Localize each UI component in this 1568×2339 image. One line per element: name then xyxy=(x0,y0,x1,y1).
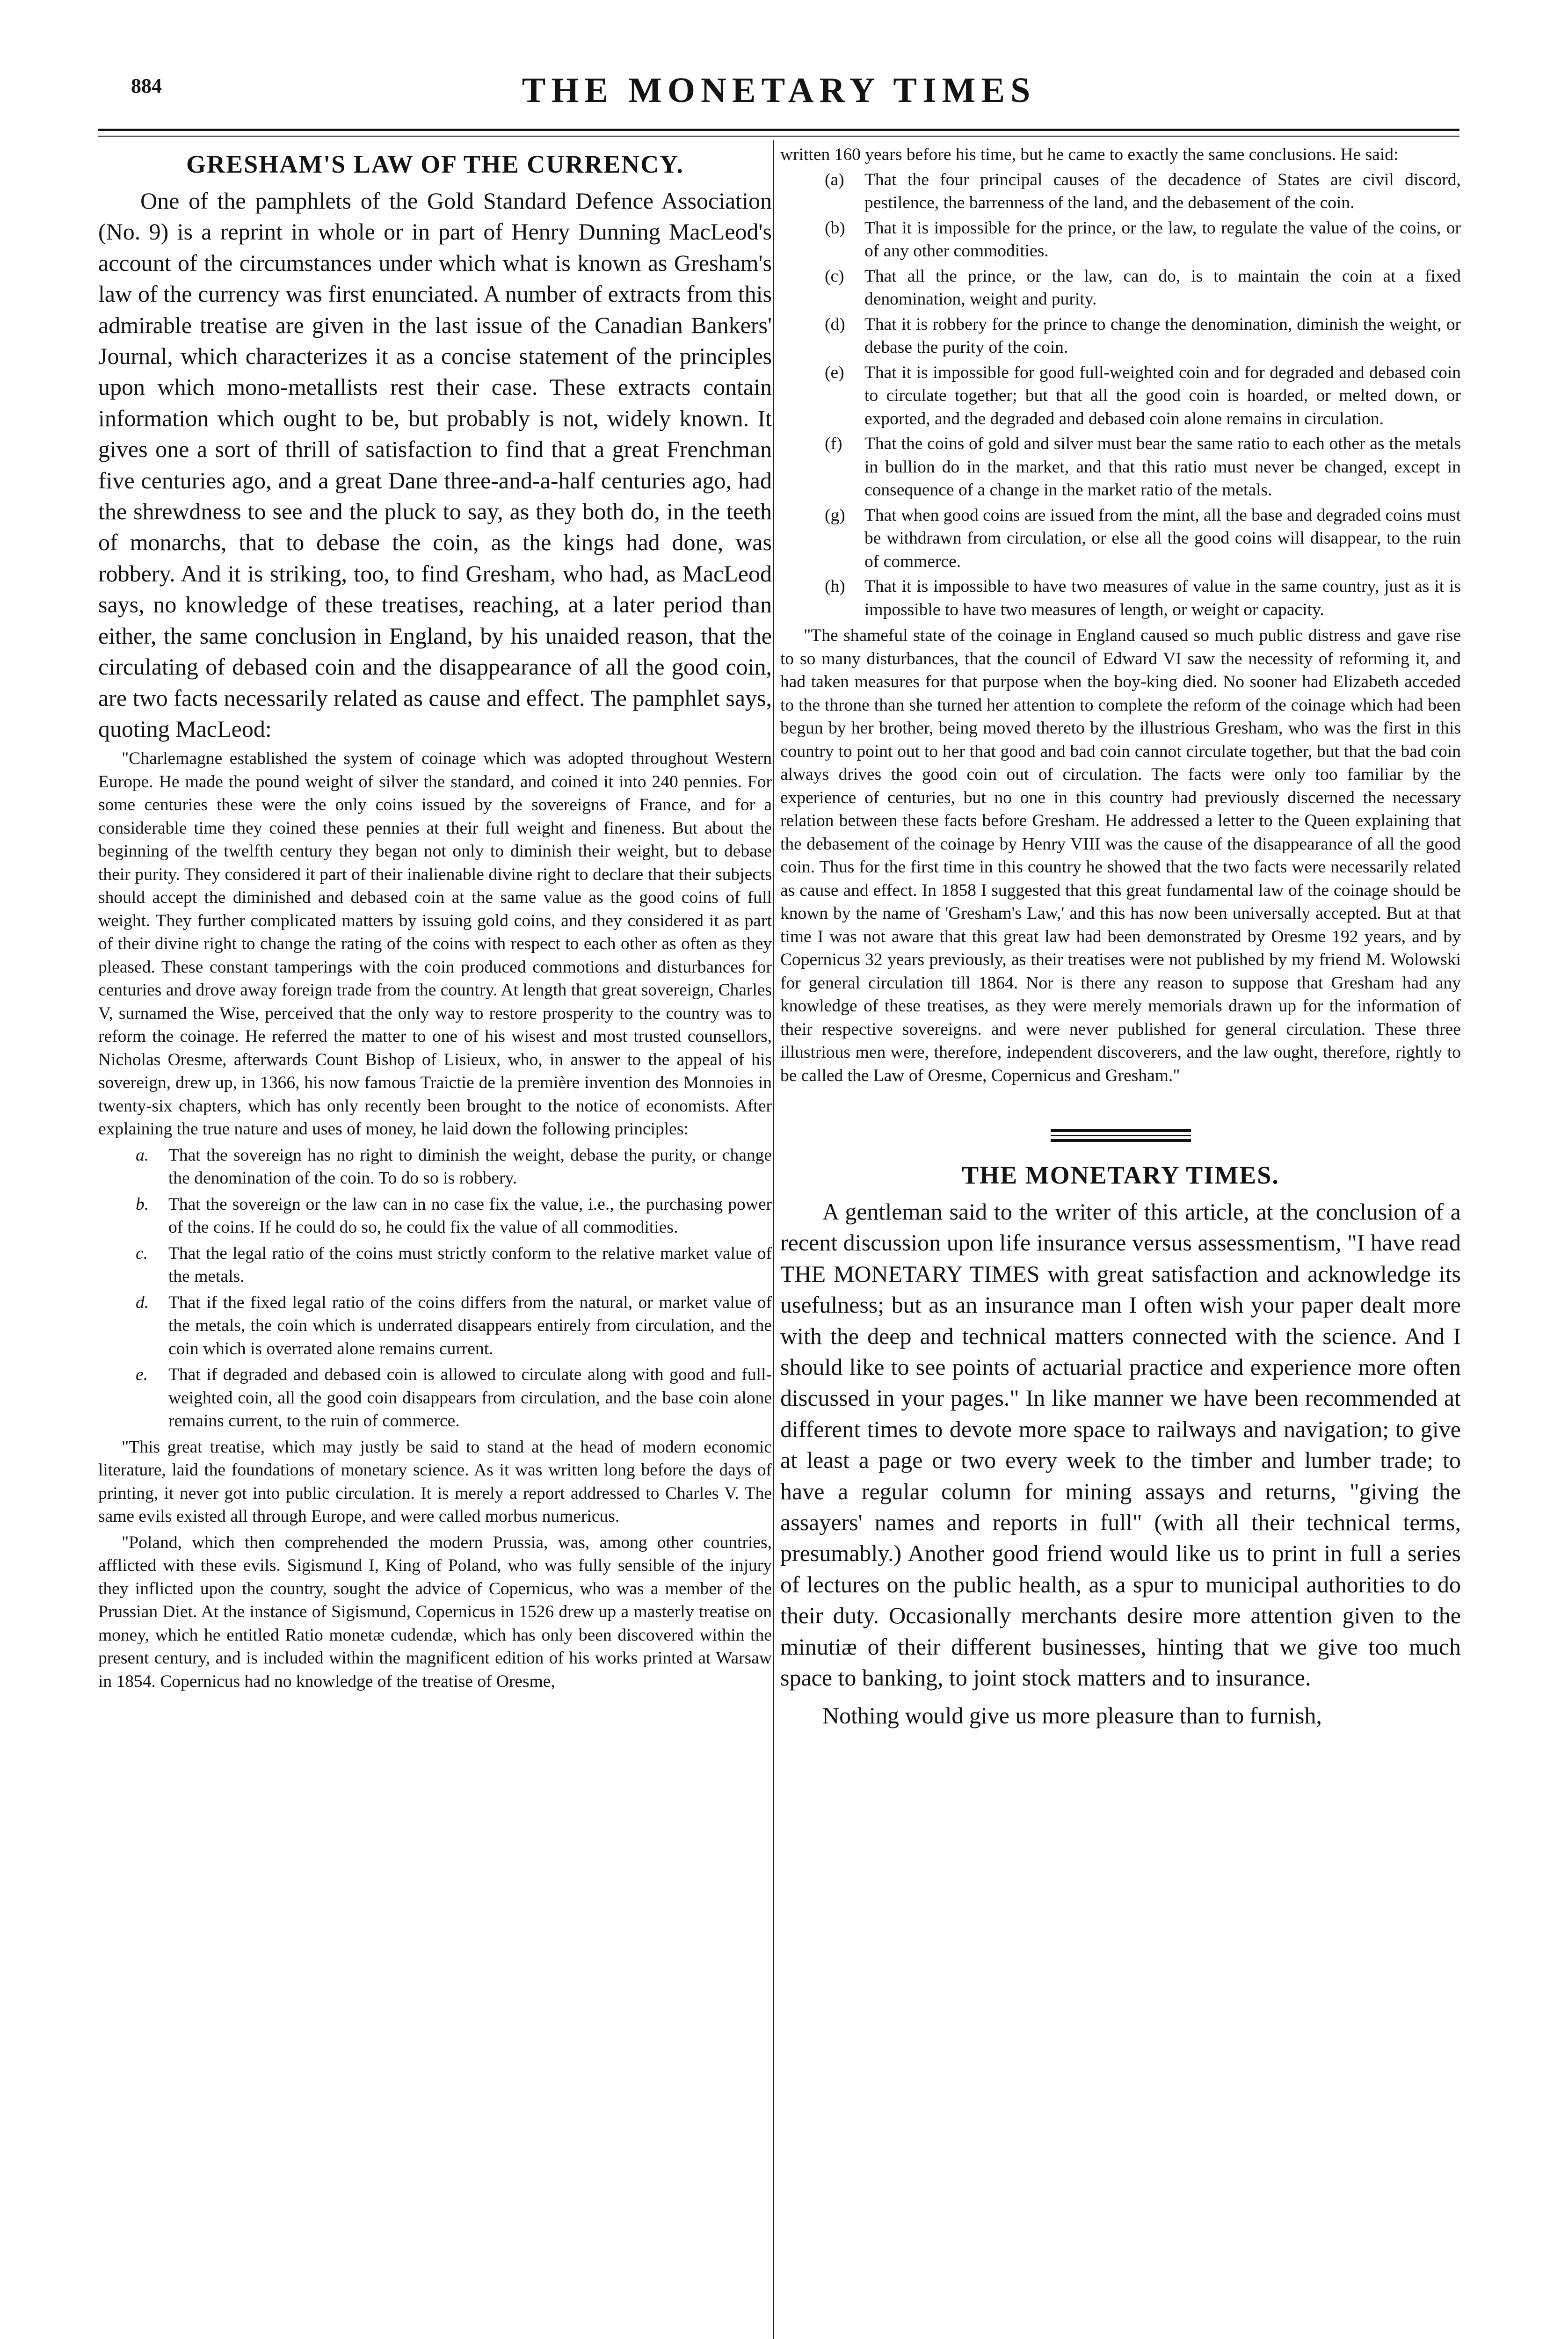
article-title: THE MONETARY TIMES. xyxy=(962,1161,1279,1189)
page-number: 884 xyxy=(131,74,162,97)
body-paragraph: A gentleman said to the writer of this article, at the conclusion of a recent discussion upon life insurance versus assessmentism, "I have read THE MONETARY TIMES with great satisfaction and acknowledge its usefulness; but as an insurance man I often wish your paper dealt more with the deep and technical matters connected with the science. And I should like to see points of actuarial practice and experience more often discussed in your pages." In like manner we have been recommended at different times to devote more space to railways and navigation; to give at least a page or two every week to the timber and lumber trade; to have a regular column for mining assays and returns, "giving the assayers' names and reports in full" (with all their technical terms, presumably.) Another good friend would like us to print in full a series of lectures on the public health, as a spur to municipal authorities to do their duty. Occasionally merchants desire more attention given to the minutiæ of their different businesses, hinting that we give too much space to banking, to joint stock matters and to insurance. xyxy=(780,1199,1461,1691)
list-item xyxy=(98,1291,772,1361)
list-marker: (c) xyxy=(825,266,844,286)
list-item-text: That it is impossible for good full-weighted coin and for degraded and debased coin to circulate together; but that all the good coin is hoarded, or melted down, or exported, and the degraded and debased coin alone remains in circulation. xyxy=(864,363,1461,429)
section-divider xyxy=(1051,1129,1191,1142)
list-item xyxy=(780,504,1461,574)
quote-paragraph: "This great treatise, which may justly be said to stand at the head of modern economic literature, laid the foundations of monetary science. As it was written long before the days of printing, it never got into public circulation. It is merely a report addressed to Charles V. The same evils existed all through Europe, and were called morbus numericus. xyxy=(98,1437,772,1526)
article-title: GRESHAM'S LAW OF THE CURRENCY. xyxy=(186,150,684,178)
continuation-paragraph: written 160 years before his time, but he came to exactly the same conclusions. He said: xyxy=(780,145,1399,164)
list-item-text: That it is robbery for the prince to change the denomination, diminish the weight, or debase the purity of the coin. xyxy=(864,314,1461,357)
quote-paragraph: "Charlemagne established the system of coinage which was adopted throughout Western Europe. He made the pound weight of silver the standard, and coined it into 240 pennies. For some centuries these were the only coins issued by the sovereigns of France, and for a considerable time they coined these pennies at their full weight and fineness. But about the beginning of the twelfth century they began not only to diminish their weight, but to debase their purity. They considered it part of their inalienable divine right to declare that their subjects should accept the diminished and debased coin at the same value as the good coins of full weight. They further complicated matters by issuing gold coins, and they considered it as part of their divine right to change the rating of the coins with respect to each other as often as they pleased. These constant tamperings with the coin produced commotions and disturbances for centuries and drove away foreign trade from the country. At length that great sovereign, Charles V, surnamed the Wise, perceived that the only way to restore prosperity to the country was to reform the coinage. He referred the matter to one of his wisest and most trusted counsellors, Nicholas Oresme, afterwards Count Bishop of Lisieux, who, in answer to the appeal of his sovereign, drew up, in 1366, his now famous Traictie de la première invention des Monnoies in twenty-six chapters, which has only recently been brought to the notice of economists. After explaining the true nature and uses of money, he laid down the following principles: xyxy=(98,749,772,1139)
body-paragraph: Nothing would give us more pleasure than to furnish, xyxy=(822,1702,1322,1729)
list-marker: (e) xyxy=(825,363,844,382)
intro-paragraph: One of the pamphlets of the Gold Standard Defence Association (No. 9) is a reprint in whole or in part of Henry Dunning MacLeod's account of the circumstances under which what is known as Gresham's law of the currency was first enunciated. A number of extracts from this admirable treatise are given in the last issue of the Canadian Bankers' Journal, which characterizes it as a concise statement of the principles upon which mono-metallists rest their case. These extracts contain information which ought to be, but probably is not, widely known. It gives one a sort of thrill of satisfaction to find that a great Frenchman five centuries ago, and a great Dane three-and-a-half centuries ago, had the shrewdness to see and the pluck to say, as they both do, in the teeth of monarchs, that to debase the coin, as the kings had done, was robbery. And it is striking, too, to find Gresham, who had, as MacLeod says, no knowledge of these treatises, reaching, at a later period than either, the same conclusion in England, by his unaided reason, that the circulating of debased coin and the disappearance of all the good coin, are two facts necessarily related as cause and effect. The pamphlet says, quoting MacLeod: xyxy=(98,188,772,742)
list-item xyxy=(780,168,1461,215)
list-marker: (g) xyxy=(825,505,845,525)
list-item xyxy=(780,575,1461,621)
list-marker: (d) xyxy=(825,314,845,334)
list-marker: (b) xyxy=(825,218,845,238)
list-item-text: That the sovereign or the law can in no case fix the value, i.e., the purchasing power of the coins. If he could do so, he could fix the value of all commodities. xyxy=(168,1194,772,1237)
list-item-text: That all the prince, or the law, can do, is to maintain the coin at a fixed denomination, weight and purity. xyxy=(864,266,1461,309)
list-item xyxy=(780,313,1461,359)
list-marker: (a) xyxy=(825,170,844,189)
list-marker: b. xyxy=(136,1194,149,1214)
masthead: THE MONETARY TIMES xyxy=(522,71,1036,110)
list-item xyxy=(98,1193,772,1239)
list-marker: (h) xyxy=(825,577,845,596)
right-column xyxy=(780,140,1461,2334)
quote-paragraph: "Poland, which then comprehended the modern Prussia, was, among other countries, afflicted with these evils. Sigismund I, King of Poland, who was fully sensible of the injury they inflicted upon the country, sought the advice of Copernicus, who was a member of the Prussian Diet. At the instance of Sigismund, Copernicus in 1526 drew up a masterly treatise on money, which he entitled Ratio monetæ cudendæ, which has only been discovered within the present century, and is included within the magnificent edition of his works printed at Warsaw in 1854. Copernicus had no knowledge of the treatise of Oresme, xyxy=(98,1533,772,1691)
header-rule-thin xyxy=(98,136,1459,137)
list-item-text: That if degraded and debased coin is allowed to circulate along with good and full-weighted coin, all the good coin disappears from circulation, and the base coin alone remains current, to the ruin of commerce. xyxy=(168,1365,772,1431)
quote-paragraph: "The shameful state of the coinage in England caused so much public distress and gave rise to so many disturbances, that the council of Edward VI saw the necessity of reforming it, and had taken measures for that purpose when the boy-king died. No sooner had Elizabeth acceded to the throne than she turned her attention to complete the reform of the coinage which had been begun by her brother, being moved thereto by the illustrious Gresham, who was the first in this country to point out to her that good and bad coin cannot circulate together, but that the bad coin always drives the good coin out of circulation. The facts were only too familiar by the experience of centuries, but no one in this country had previously discerned the necessary relation between these facts before Gresham. He addressed a letter to the Queen explaining that the debasement of the coinage by Henry VIII was the cause of the disappearance of all the good coin. Thus for the first time in this country he showed that the two facts were necessarily related as cause and effect. In 1858 I suggested that this great fundamental law of the coinage should be known by the name of 'Gresham's Law,' and this has now been universally accepted. But at that time I was not aware that this great law had been demonstrated by Oresme 192 years, and by Copernicus 32 years previously, as their treatises were not published by my friend M. Wolowski for general circulation till 1864. Nor is there any reason to suppose that Gresham had any knowledge of these treatises, as they were merely memorials drawn up for the information of their respective sovereigns. and were never published for general circulation. These three illustrious men were, therefore, independent discoverers, and the law ought, therefore, rightly to be called the Law of Oresme, Copernicus and Gresham." xyxy=(780,626,1461,1085)
list-item-text: That if the fixed legal ratio of the coins differs from the natural, or market value of the metals, the coin which is underrated disappears entirely from circulation, and the coin which is overrated alone remains current. xyxy=(168,1293,772,1358)
list-item xyxy=(780,361,1461,431)
header-rule xyxy=(98,129,1459,131)
list-item-text: That when good coins are issued from the mint, all the base and degraded coins must be withdrawn from circulation, or else all the good coins will disappear, to the ruin of commerce. xyxy=(864,505,1461,571)
left-column xyxy=(98,140,772,2334)
list-item xyxy=(780,432,1461,502)
list-item-text: That the sovereign has no right to diminish the weight, debase the purity, or change the denomination of the coin. To do so is robbery. xyxy=(168,1145,772,1188)
list-item xyxy=(98,1363,772,1433)
list-item-text: That the four principal causes of the decadence of States are civil discord, pestilence, the barrenness of the land, and the debasement of the coin. xyxy=(864,170,1461,212)
list-item xyxy=(780,217,1461,263)
list-marker: c. xyxy=(136,1243,148,1263)
list-marker: (f) xyxy=(825,434,842,453)
list-item-text: That the coins of gold and silver must bear the same ratio to each other as the metals in bullion do in the market, and that this ratio must never be changed, except in consequence of a change in the market ratio of the metals. xyxy=(864,434,1461,500)
page-header xyxy=(98,70,1459,122)
list-marker: d. xyxy=(136,1293,149,1312)
list-item xyxy=(780,265,1461,311)
list-marker: a. xyxy=(136,1145,149,1165)
list-item xyxy=(98,1242,772,1288)
copernicus-conclusions xyxy=(780,168,1461,622)
list-marker: e. xyxy=(136,1365,148,1385)
column-divider xyxy=(773,140,774,2339)
list-item xyxy=(98,1144,772,1190)
list-item-text: That it is impossible to have two measures of value in the same country, just as it is impossible to have two measures of length, or weight or capacity. xyxy=(864,577,1461,619)
oresme-principles xyxy=(98,1144,772,1433)
list-item-text: That it is impossible for the prince, or the law, to regulate the value of the coins, or of any other commodities. xyxy=(864,218,1461,261)
list-item-text: That the legal ratio of the coins must strictly conform to the relative market value of the metals. xyxy=(168,1243,772,1286)
